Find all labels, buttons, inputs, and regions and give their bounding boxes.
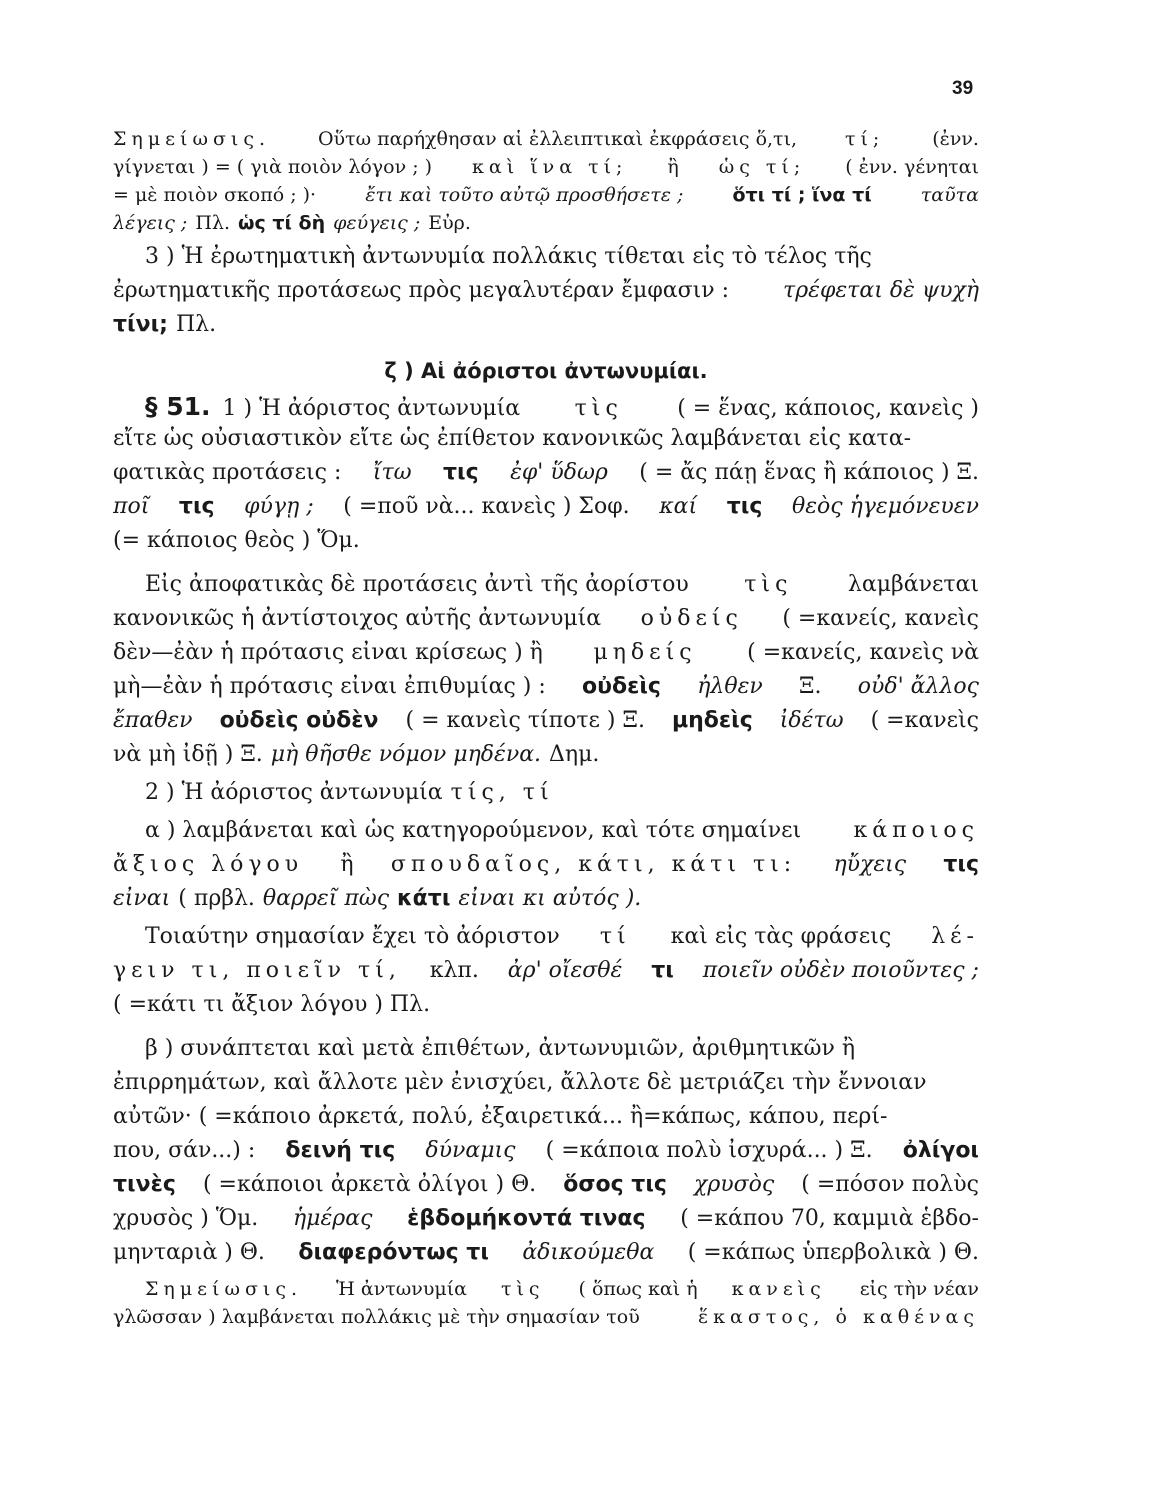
text-segment: τις (726, 494, 763, 519)
text-segment: τις (443, 460, 479, 485)
text-segment: γλῶσσαν ) λαμβάνεται πολλάκις μὲ τὴν σημασίαν τοῦ (113, 1306, 640, 1328)
beta-line (113, 1240, 979, 1274)
text-segment: καὶ ἵνα τί; (472, 156, 628, 178)
section51-line1-text (211, 396, 980, 421)
text-segment: δεινή τις (285, 1138, 396, 1163)
text-segment: Εἰς ἀποφατικὰς δὲ προτάσεις ἀντὶ τῆς ἀορίστου (145, 572, 689, 597)
text-segment: ἢ (667, 156, 679, 178)
text-segment: ποῖ (113, 494, 150, 519)
alpha-line (113, 852, 979, 886)
section-heading: ζ ) Αἱ ἀόριστοι ἀντωνυμίαι. (384, 359, 708, 383)
note1-line (113, 156, 979, 184)
text-segment: ( = ἕνας, κάποιος, κανεὶς ) (677, 396, 979, 421)
beta-line (113, 1036, 979, 1070)
text-segment: β ) συνάπτεται καὶ μετὰ ἐπιθέτων, ἀντωνυμιῶν, ἀριθμητικῶν ἢ (145, 1036, 856, 1061)
beta-line (113, 1070, 979, 1104)
text-segment: τὶς (744, 572, 793, 597)
text-segment: λέ- (931, 924, 979, 949)
text-segment: ἐρωτηματικῆς προτάσεως πρὸς μεγαλυτέραν ἔμφασιν : (113, 278, 730, 303)
text-segment: καὶ εἰς τὰς φράσεις (670, 924, 892, 949)
text-segment: οὐδεὶς (582, 674, 661, 699)
text-segment: θεὸς ἡγεμόνευεν (791, 494, 979, 519)
text-segment: τί (599, 924, 631, 949)
text-segment: ( =κάτι τι ἄξιον λόγου ) Πλ. (113, 992, 431, 1017)
text-segment: μὴ θῆσθε νόμον μηδένα. (270, 742, 542, 767)
negative-line (113, 640, 979, 674)
text-segment: 1 ) Ἡ ἀόριστος ἀντωνυμία (222, 396, 521, 421)
text-segment: ὅτι τί ; ἵνα τί (732, 184, 872, 206)
text-segment: κανονικῶς ἡ ἀντίστοιχος αὐτῆς ἀντωνυμία (113, 606, 602, 631)
text-segment: ( = ἄς πάῃ ἕνας ἢ κάποιος ) Ξ. (639, 460, 979, 485)
text-segment: τίς, τί (450, 780, 554, 805)
text-segment: ἀδικούμεθα (522, 1240, 655, 1265)
negative-line (113, 742, 979, 776)
text-segment: γίγνεται ) = ( γιὰ ποιὸν λόγον ; ) (113, 156, 433, 178)
text-segment: (ἐνν. (932, 128, 979, 150)
text-segment: α ) λαμβάνεται καὶ ὡς κατηγορούμενον, καὶ τότε σημαίνει (145, 818, 802, 843)
text-segment: τις (943, 852, 979, 877)
item3-line (113, 278, 979, 312)
negative-line (113, 572, 979, 606)
text-segment: μηδείς (593, 640, 697, 665)
text-segment: ( ὅπως καὶ ἡ (578, 1278, 698, 1300)
text-segment: Πλ. (175, 312, 217, 337)
text-segment: ἆρ' οἴεσθέ (507, 958, 623, 983)
text-segment: σπουδαῖος, κάτι, κάτι τι: (390, 852, 797, 877)
text-segment: ( =κάπου 70, καμμιὰ ἑβδο- (680, 1206, 979, 1231)
text-segment: εἶναι (113, 886, 171, 911)
text-segment: ( =ποῦ νὰ... κανεὶς ) Σοφ. (343, 494, 630, 519)
negative-line (113, 674, 979, 708)
text-segment: ἢ (340, 852, 354, 877)
text-segment: καί (659, 494, 698, 519)
text-segment: τινὲς (113, 1172, 176, 1197)
section51-line (113, 528, 979, 562)
text-segment: αὐτῶν· ( =κάποιο ἀρκετά, πολύ, ἐξαιρετικά... ἢ=κάπως, κάπου, περί- (113, 1104, 888, 1129)
text-segment: φύγῃ ; (244, 494, 314, 519)
text-segment: λαμβάνεται (847, 572, 979, 597)
such-line (113, 958, 979, 992)
alpha-line (113, 818, 979, 852)
text-segment: κάτι (397, 886, 451, 911)
alpha-line (113, 886, 979, 920)
text-segment: ὡς τί; (718, 156, 806, 178)
beta-line (113, 1138, 979, 1172)
text-segment: (= κάποιος θεὸς ) Ὅμ. (113, 528, 360, 553)
text-segment: τις (178, 494, 215, 519)
text-segment: τρέφεται δὲ ψυχὴ (783, 278, 979, 303)
text-segment: ἕκαστος, ὁ καθένας (697, 1306, 979, 1328)
text-segment: εἶναι κι αὐτός ). (458, 886, 642, 911)
text-segment: 2 ) Ἡ ἀόριστος ἀντωνυμία (145, 780, 443, 805)
text-segment: λέγεις ; (113, 212, 188, 234)
page-content (113, 128, 979, 1334)
text-segment: που, σάν...) : (113, 1138, 256, 1163)
text-segment: ( =κανεὶς (870, 708, 979, 733)
text-segment: ἐπιρρημάτων, καὶ ἄλλοτε μὲν ἐνισχύει, ἄλλοτε δὲ μετριάζει τὴν ἔννοιαν (113, 1070, 927, 1095)
text-segment: ὀλίγοι (902, 1138, 979, 1163)
text-segment: ( =κάποια πολὺ ἰσχυρά... ) Ξ. (545, 1138, 873, 1163)
text-segment: ( = κανεὶς τίποτε ) Ξ. (405, 708, 645, 733)
note1-line (113, 128, 979, 156)
section51-line (113, 494, 979, 528)
text-segment: ( =κανείς, κανεὶς (782, 606, 979, 631)
item2-line (113, 780, 979, 814)
text-segment: ὡς τί δὴ (237, 212, 326, 234)
text-segment: ἄξιος λόγου (113, 852, 304, 877)
text-segment: οὐδ' ἄλλος (857, 674, 979, 699)
text-segment: γειν τι, ποιεῖν τί, (113, 958, 401, 983)
text-segment: ( =κάπως ὑπερβολικὰ ) Θ. (687, 1240, 979, 1265)
such-line (113, 924, 979, 958)
text-segment: θαρρεῖ πὼς (262, 886, 390, 911)
note1-line (113, 212, 979, 240)
text-segment: ἴτω (372, 460, 412, 485)
section-symbol: § 51. (145, 392, 211, 421)
section51-line1 (113, 392, 979, 426)
text-segment: οὐδείς (640, 606, 743, 631)
text-segment: Πλ. (195, 212, 230, 234)
beta-line (113, 1104, 979, 1138)
text-segment: Τοιαύτην σημασίαν ἔχει τὸ ἀόριστον (145, 924, 560, 949)
text-segment: ἔτι καὶ τοῦτο αὐτῷ προσθήσετε ; (365, 184, 684, 206)
negative-line (113, 606, 979, 640)
text-segment: ( ἐνν. γένηται (845, 156, 979, 178)
text-segment: τι (651, 958, 674, 983)
section51-line (113, 460, 979, 494)
text-segment: ποιεῖν οὐδὲν ποιοῦντες ; (702, 958, 979, 983)
text-segment: ( =πόσον πολὺς (801, 1172, 979, 1197)
text-segment: Σημείωσις. (145, 1278, 303, 1300)
text-segment: οὐδεὶς οὐδὲν (219, 708, 379, 733)
text-segment: ταῦτα (920, 184, 979, 206)
text-segment: φεύγεις ; (333, 212, 421, 234)
page-number: 39 (952, 78, 974, 99)
text-segment: ἰδέτω (779, 708, 844, 733)
such-line (113, 992, 979, 1026)
item3-line (113, 244, 979, 278)
text-segment: ἔπαθεν (113, 708, 193, 733)
text-segment: ἐφ' ὕδωρ (510, 460, 608, 485)
text-segment: ἑβδομήκοντά τινας (407, 1206, 646, 1231)
section51-line (113, 426, 979, 460)
text-segment: τίνι; (113, 312, 168, 337)
text-segment: δὲν—ἐὰν ἡ πρότασις εἶναι κρίσεως ) ἢ (113, 640, 543, 665)
text-segment: εἰς τὴν νέαν (859, 1278, 979, 1300)
text-segment: 3 ) Ἡ ἐρωτηματικὴ ἀντωνυμία πολλάκις τίθεται εἰς τὸ τέλος τῆς (145, 244, 872, 269)
text-segment: ἡμέρας (293, 1206, 373, 1231)
note2-line (113, 1306, 979, 1334)
text-segment: μηδεὶς (671, 708, 753, 733)
text-segment: Ἡ ἀντωνυμία (336, 1278, 468, 1300)
text-segment: εἴτε ὡς οὐσιαστικὸν εἴτε ὡς ἐπίθετον κανονικῶς λαμβάνεται εἰς κατα- (113, 426, 912, 451)
note1-line (113, 184, 979, 212)
text-segment: χρυσὸς (694, 1172, 775, 1197)
text-segment: κάποιος (853, 818, 979, 843)
text-segment: ( =κάποιοι ἀρκετὰ ὀλίγοι ) Θ. (202, 1172, 537, 1197)
text-segment: φατικὰς προτάσεις : (113, 460, 342, 485)
text-segment: τί; (844, 128, 885, 150)
text-segment: Ξ. (799, 674, 822, 699)
text-segment: τὶς (574, 396, 623, 421)
text-segment: ( =κανείς, κανεὶς νὰ (747, 640, 979, 665)
text-segment: δύναμις (425, 1138, 516, 1163)
text-segment: Δημ. (549, 742, 600, 767)
beta-line (113, 1206, 979, 1240)
text-segment: κανεὶς (731, 1278, 826, 1300)
text-segment: μὴ—ἐὰν ἡ πρότασις εἶναι ἐπιθυμίας ) : (113, 674, 546, 699)
beta-line (113, 1172, 979, 1206)
text-segment: Σημείωσις. (113, 128, 271, 150)
text-segment: κλπ. (429, 958, 479, 983)
note2-line (113, 1278, 979, 1306)
text-segment: νὰ μὴ ἰδῇ ) Ξ. (113, 742, 263, 767)
text-segment: ηὔχεις (833, 852, 907, 877)
text-segment: χρυσὸς ) Ὅμ. (113, 1206, 259, 1231)
text-segment: Οὕτω παρήχθησαν αἱ ἐλλειπτικαὶ ἐκφράσεις ὅ,τι, (317, 128, 798, 150)
text-segment: = μὲ ποιὸν σκοπό ; )· (113, 184, 317, 206)
text-segment: μηνταριὰ ) Θ. (113, 1240, 265, 1265)
text-segment: ὅσος τις (563, 1172, 667, 1197)
item3-line (113, 312, 979, 346)
text-segment: Εὐρ. (428, 212, 471, 234)
text-segment: ( πρβλ. (178, 886, 255, 911)
negative-line (113, 708, 979, 742)
text-segment: τὶς (500, 1278, 545, 1300)
text-segment: διαφερόντως τι (298, 1240, 489, 1265)
text-segment: ἦλθεν (697, 674, 763, 699)
